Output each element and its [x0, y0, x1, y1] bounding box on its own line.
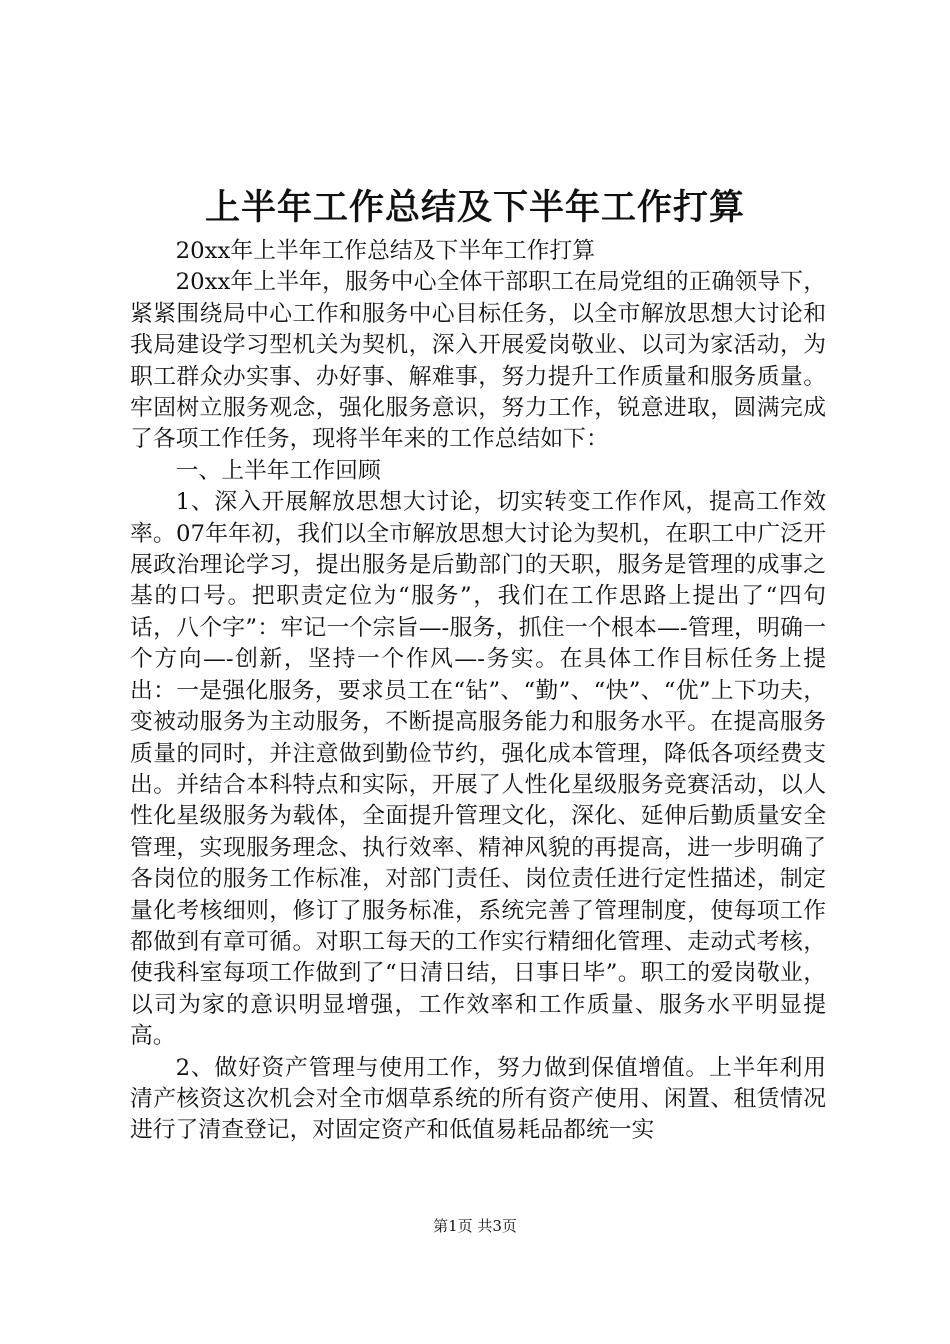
intro-paragraph: 20xx年上半年，服务中心全体干部职工在局党组的正确领导下，紧紧围绕局中心工作和服务中心目标任务，以全市解放思想大讨论和我局建设学习型机关为契机，深入开展爱岗敬业、以司为家活动，为职工群众办实事、办好事、解难事，努力提升工作质量和服务质量。牢固树立服务观念，强化服务意识，努力工作，锐意进取，圆满完成了各项工作任务，现将半年来的工作总结如下：: [130, 269, 826, 453]
body-paragraph: 2、做好资产管理与使用工作，努力做到保值增值。上半年利用清产核资这次机会对全市烟草系统的所有资产使用、闲置、租赁情况进行了清查登记，对固定资产和低值易耗品都统一实: [130, 1054, 826, 1144]
page-number: 第1页 共3页: [433, 1217, 517, 1235]
body-paragraph: 1、深入开展解放思想大讨论，切实转变工作作风，提高工作效率。07年年初，我们以全市解放思想大讨论为契机，在职工中广泛开展政治理论学习，提出服务是后勤部门的天职，服务是管理的成事之基的口号。把职责定位为“服务”，我们在工作思路上提出了“四句话，八个字”：牢记一个宗旨—-服务，抓住一个根本—-管理，明确一个方向—-创新，坚持一个作风—-务实。在具体工作目标任务上提出：一是强化服务，要求员工在“钻”、“勤”、“快”、“优”上下功夫，变被动服务为主动服务，不断提高服务能力和服务水平。在提高服务质量的同时，并注意做到勤俭节约，强化成本管理，降低各项经费支出。并结合本科特点和实际，开展了人性化星级服务竞赛活动，以人性化星级服务为载体，全面提升管理文化，深化、延伸后勤质量安全管理，实现服务理念、执行效率、精神风貌的再提高，进一步明确了各岗位的服务工作标准，对部门责任、岗位责任进行定性描述，制定量化考核细则，修订了服务标准，系统完善了管理制度，使每项工作都做到有章可循。对职工每天的工作实行精细化管理、走动式考核，使我科室每项工作做到了“日清日结，日事日毕”。职工的爱岗敬业，以司为家的意识明显增强，工作效率和工作质量、服务水平明显提高。: [130, 489, 826, 1050]
document-body: [130, 236, 826, 1147]
section-heading: 一、上半年工作回顾: [175, 457, 381, 484]
document-title: 上半年工作总结及下半年工作打算: [204, 187, 745, 228]
subtitle-paragraph: 20xx年上半年工作总结及下半年工作打算: [175, 238, 596, 264]
